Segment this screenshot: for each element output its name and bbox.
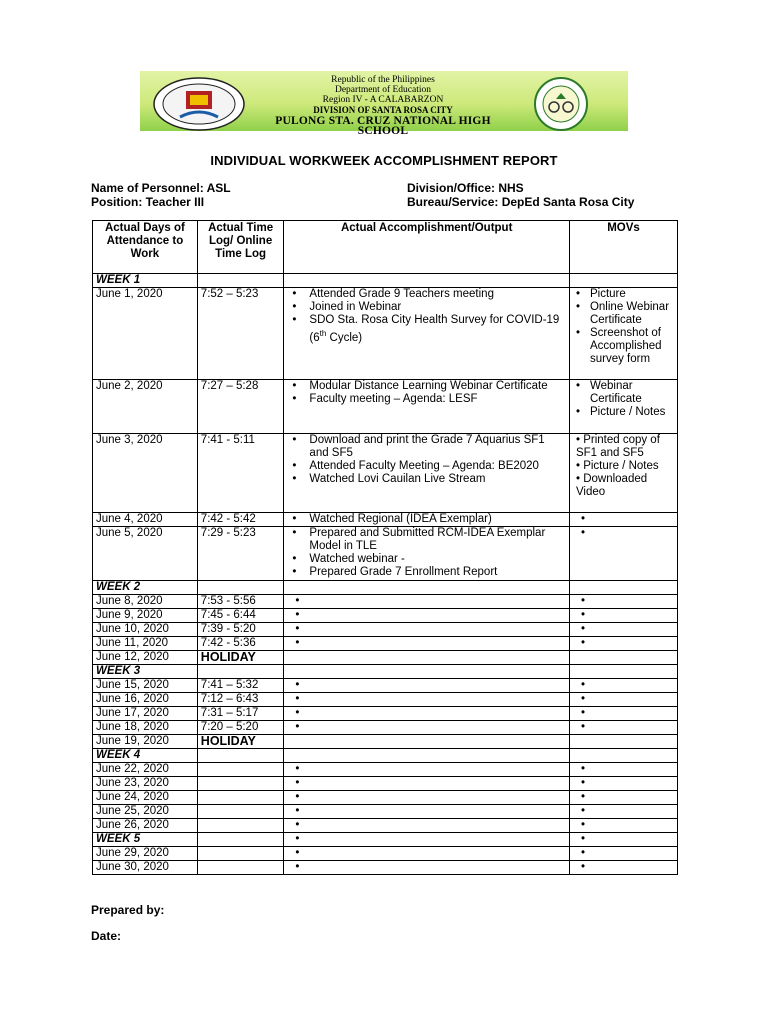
date-cell: June 9, 2020 <box>93 609 198 623</box>
bullet-icon: • <box>580 513 585 525</box>
movs-cell <box>569 819 677 833</box>
week-row <box>93 581 678 595</box>
header-accomplishment: Actual Accomplishment/Output <box>284 221 570 274</box>
position: Position: Teacher III <box>91 195 205 209</box>
bullet-icon: • <box>295 763 300 775</box>
bullet-icon: • <box>295 595 300 607</box>
week-label: WEEK 5 <box>93 833 198 847</box>
bullet-icon: • <box>295 721 300 733</box>
movs-cell <box>569 763 677 777</box>
table-row <box>93 861 678 875</box>
movs-cell <box>569 707 677 721</box>
bullet-icon: • <box>295 805 300 817</box>
table-header-row <box>93 221 678 274</box>
list-item: • Watched Lovi Cauilan Live Stream <box>287 473 566 486</box>
accomplishment-cell <box>284 623 570 637</box>
date-cell: June 23, 2020 <box>93 777 198 791</box>
bullet-icon: • <box>580 777 585 789</box>
date-cell: June 5, 2020 <box>93 527 198 581</box>
bullet-icon: • <box>295 861 300 873</box>
bullet-icon: • <box>580 609 585 621</box>
table-row <box>93 791 678 805</box>
list-item: • Faculty meeting – Agenda: LESF <box>287 393 566 406</box>
accomplishment-cell <box>284 791 570 805</box>
movs-cell <box>569 777 677 791</box>
time-cell: 7:20 – 5:20 <box>197 721 284 735</box>
date-cell: June 17, 2020 <box>93 707 198 721</box>
time-cell: 7:42 - 5:42 <box>197 513 284 527</box>
date-cell: June 3, 2020 <box>93 434 198 513</box>
accomplishment-cell <box>284 763 570 777</box>
accomplishment-cell <box>284 707 570 721</box>
bullet-icon: • <box>580 847 585 859</box>
accomplishment-cell <box>284 721 570 735</box>
bullet-icon: • <box>295 707 300 719</box>
accomplishment-cell <box>284 609 570 623</box>
movs-cell <box>569 288 677 380</box>
list-item: • Webinar Certificate <box>573 380 674 406</box>
table-row <box>93 819 678 833</box>
report-title: INDIVIDUAL WORKWEEK ACCOMPLISHMENT REPORT <box>210 153 558 168</box>
table-row <box>93 380 678 434</box>
header-movs: MOVs <box>569 221 677 274</box>
date-cell: June 29, 2020 <box>93 847 198 861</box>
date-cell: June 25, 2020 <box>93 805 198 819</box>
accomplishment-cell <box>284 777 570 791</box>
table-row <box>93 651 678 665</box>
time-cell: 7:41 - 5:11 <box>197 434 284 513</box>
accomplishment-cell <box>284 380 570 434</box>
table-row <box>93 595 678 609</box>
time-cell: 7:29 - 5:23 <box>197 527 284 581</box>
time-cell: 7:12 – 6:43 <box>197 693 284 707</box>
table-row <box>93 527 678 581</box>
name-of-personnel: Name of Personnel: ASL <box>91 181 231 195</box>
accomplishment-cell <box>284 847 570 861</box>
date-cell: June 16, 2020 <box>93 693 198 707</box>
week-label: WEEK 3 <box>93 665 198 679</box>
table-row <box>93 288 678 380</box>
bullet-icon: • <box>580 791 585 803</box>
movs-cell <box>569 791 677 805</box>
list-item: • Prepared Grade 7 Enrollment Report <box>287 566 566 579</box>
movs-cell <box>569 805 677 819</box>
week-label: WEEK 1 <box>93 274 198 288</box>
bullet-icon: • <box>580 805 585 817</box>
date-cell: June 18, 2020 <box>93 721 198 735</box>
accomplishment-cell <box>284 805 570 819</box>
list-item: • Download and print the Grade 7 Aquarius SF1 and SF5 <box>287 434 566 460</box>
bullet-icon: • <box>580 679 585 691</box>
list-item: • Prepared and Submitted RCM-IDEA Exemplar Model in TLE <box>287 527 566 553</box>
list-item: • Printed copy of SF1 and SF5 <box>575 434 660 459</box>
table-row <box>93 763 678 777</box>
accomplishment-cell <box>284 693 570 707</box>
date-cell: June 30, 2020 <box>93 861 198 875</box>
date-cell: June 24, 2020 <box>93 791 198 805</box>
accomplishment-cell <box>284 861 570 875</box>
table-row <box>93 707 678 721</box>
accomplishment-cell <box>284 637 570 651</box>
date-cell: June 15, 2020 <box>93 679 198 693</box>
movs-cell <box>569 637 677 651</box>
holiday-label: HOLIDAY <box>197 735 284 749</box>
school-name: PULONG STA. CRUZ NATIONAL HIGH SCHOOL <box>275 115 491 137</box>
movs-cell <box>569 595 677 609</box>
accomplishment-cell <box>284 819 570 833</box>
movs-cell <box>569 861 677 875</box>
date-cell: June 26, 2020 <box>93 819 198 833</box>
list-item: • Picture / Notes <box>575 460 659 472</box>
bullet-icon: • <box>295 693 300 705</box>
time-cell: 7:41 – 5:32 <box>197 679 284 693</box>
bureau-service: Bureau/Service: DepEd Santa Rosa City <box>407 195 635 209</box>
movs-cell <box>569 434 677 513</box>
bullet-icon: • <box>580 527 585 539</box>
table-row <box>93 735 678 749</box>
list-item: • Picture / Notes <box>573 406 674 419</box>
time-cell: 7:27 – 5:28 <box>197 380 284 434</box>
list-item: • Online Webinar Certificate <box>573 301 674 327</box>
department-text: Department of Education <box>334 85 432 95</box>
list-item: • Watched webinar - <box>287 553 566 566</box>
bullet-icon: • <box>295 609 300 621</box>
table-row <box>93 693 678 707</box>
date-cell: June 11, 2020 <box>93 637 198 651</box>
movs-cell <box>569 609 677 623</box>
accomplishment-cell <box>284 679 570 693</box>
republic-text: Republic of the Philippines <box>331 75 435 85</box>
date-cell: June 8, 2020 <box>93 595 198 609</box>
accomplishment-cell <box>284 513 570 527</box>
time-cell: 7:31 – 5:17 <box>197 707 284 721</box>
accomplishment-cell <box>284 434 570 513</box>
time-cell: 7:39 - 5:20 <box>197 623 284 637</box>
division-text: DIVISION OF SANTA ROSA CITY <box>313 105 453 115</box>
table-row <box>93 637 678 651</box>
bullet-icon: • <box>295 791 300 803</box>
bullet-icon: • <box>295 833 300 845</box>
date-cell: June 12, 2020 <box>93 651 198 665</box>
bullet-icon: • <box>580 623 585 635</box>
banner-text <box>252 75 514 136</box>
list-item: • Watched Regional (IDEA Exemplar) <box>287 513 566 526</box>
time-cell: 7:42 - 5:36 <box>197 637 284 651</box>
week-row <box>93 274 678 288</box>
accomplishment-cell <box>284 595 570 609</box>
week-label: WEEK 4 <box>93 749 198 763</box>
bullet-icon: • <box>295 777 300 789</box>
holiday-label: HOLIDAY <box>197 651 284 665</box>
accomplishment-cell <box>284 288 570 380</box>
date-cell: June 19, 2020 <box>93 735 198 749</box>
bullet-icon: • <box>580 861 585 873</box>
division-office: Division/Office: NHS <box>407 181 524 195</box>
bullet-icon: • <box>580 819 585 831</box>
table-row <box>93 805 678 819</box>
movs-cell <box>569 623 677 637</box>
list-item: • Downloaded Video <box>575 473 648 498</box>
bullet-icon: • <box>295 819 300 831</box>
movs-cell <box>569 693 677 707</box>
time-cell: 7:53 - 5:56 <box>197 595 284 609</box>
accomplishment-table <box>92 220 678 875</box>
week-label: WEEK 2 <box>93 581 198 595</box>
movs-cell <box>569 380 677 434</box>
bullet-icon: • <box>295 847 300 859</box>
bullet-icon: • <box>580 721 585 733</box>
date-cell: June 22, 2020 <box>93 763 198 777</box>
bullet-icon: • <box>580 595 585 607</box>
date-cell: June 10, 2020 <box>93 623 198 637</box>
list-item: • Picture <box>573 288 674 301</box>
table-row <box>93 721 678 735</box>
prepared-by-label: Prepared by: <box>91 903 165 917</box>
date-cell: June 4, 2020 <box>93 513 198 527</box>
table-row <box>93 513 678 527</box>
list-item: • Modular Distance Learning Webinar Certificate <box>287 380 566 393</box>
list-item: • Screenshot of Accomplished survey form <box>573 327 674 366</box>
bullet-icon: • <box>580 763 585 775</box>
list-item: • Attended Faculty Meeting – Agenda: BE2020 <box>287 460 566 473</box>
movs-cell <box>569 721 677 735</box>
date-cell: June 2, 2020 <box>93 380 198 434</box>
list-item: • Attended Grade 9 Teachers meeting <box>287 288 566 301</box>
bullet-icon: • <box>295 623 300 635</box>
date-label: Date: <box>91 929 122 943</box>
table-row <box>93 609 678 623</box>
bullet-icon: • <box>295 637 300 649</box>
movs-cell <box>569 833 677 847</box>
week-row <box>93 665 678 679</box>
week-row <box>93 749 678 763</box>
accomplishment-cell <box>284 833 570 847</box>
table-row <box>93 777 678 791</box>
deped-seal-logo <box>152 77 246 131</box>
movs-cell <box>569 679 677 693</box>
time-cell: 7:52 – 5:23 <box>197 288 284 380</box>
table-row <box>93 434 678 513</box>
bullet-icon: • <box>580 707 585 719</box>
date-cell: June 1, 2020 <box>93 288 198 380</box>
movs-cell <box>569 513 677 527</box>
list-item: • Joined in Webinar <box>287 301 566 314</box>
movs-cell <box>569 527 677 581</box>
table-row <box>93 623 678 637</box>
region-text: Region IV - A CALABARZON <box>322 95 444 105</box>
week-row <box>93 833 678 847</box>
table-row <box>93 679 678 693</box>
header-time-log: Actual Time Log/ Online Time Log <box>197 221 284 274</box>
bullet-icon: • <box>580 637 585 649</box>
bullet-icon: • <box>580 693 585 705</box>
header-banner <box>140 71 628 137</box>
header-days: Actual Days of Attendance to Work <box>93 221 198 274</box>
movs-cell <box>569 847 677 861</box>
bullet-icon: • <box>580 833 585 845</box>
school-seal-logo <box>514 77 608 131</box>
time-cell: 7:45 - 6:44 <box>197 609 284 623</box>
list-item: • SDO Sta. Rosa City Health Survey for COVID-19 (6th Cycle) <box>287 314 566 345</box>
bullet-icon: • <box>295 679 300 691</box>
table-row <box>93 847 678 861</box>
accomplishment-cell <box>284 527 570 581</box>
